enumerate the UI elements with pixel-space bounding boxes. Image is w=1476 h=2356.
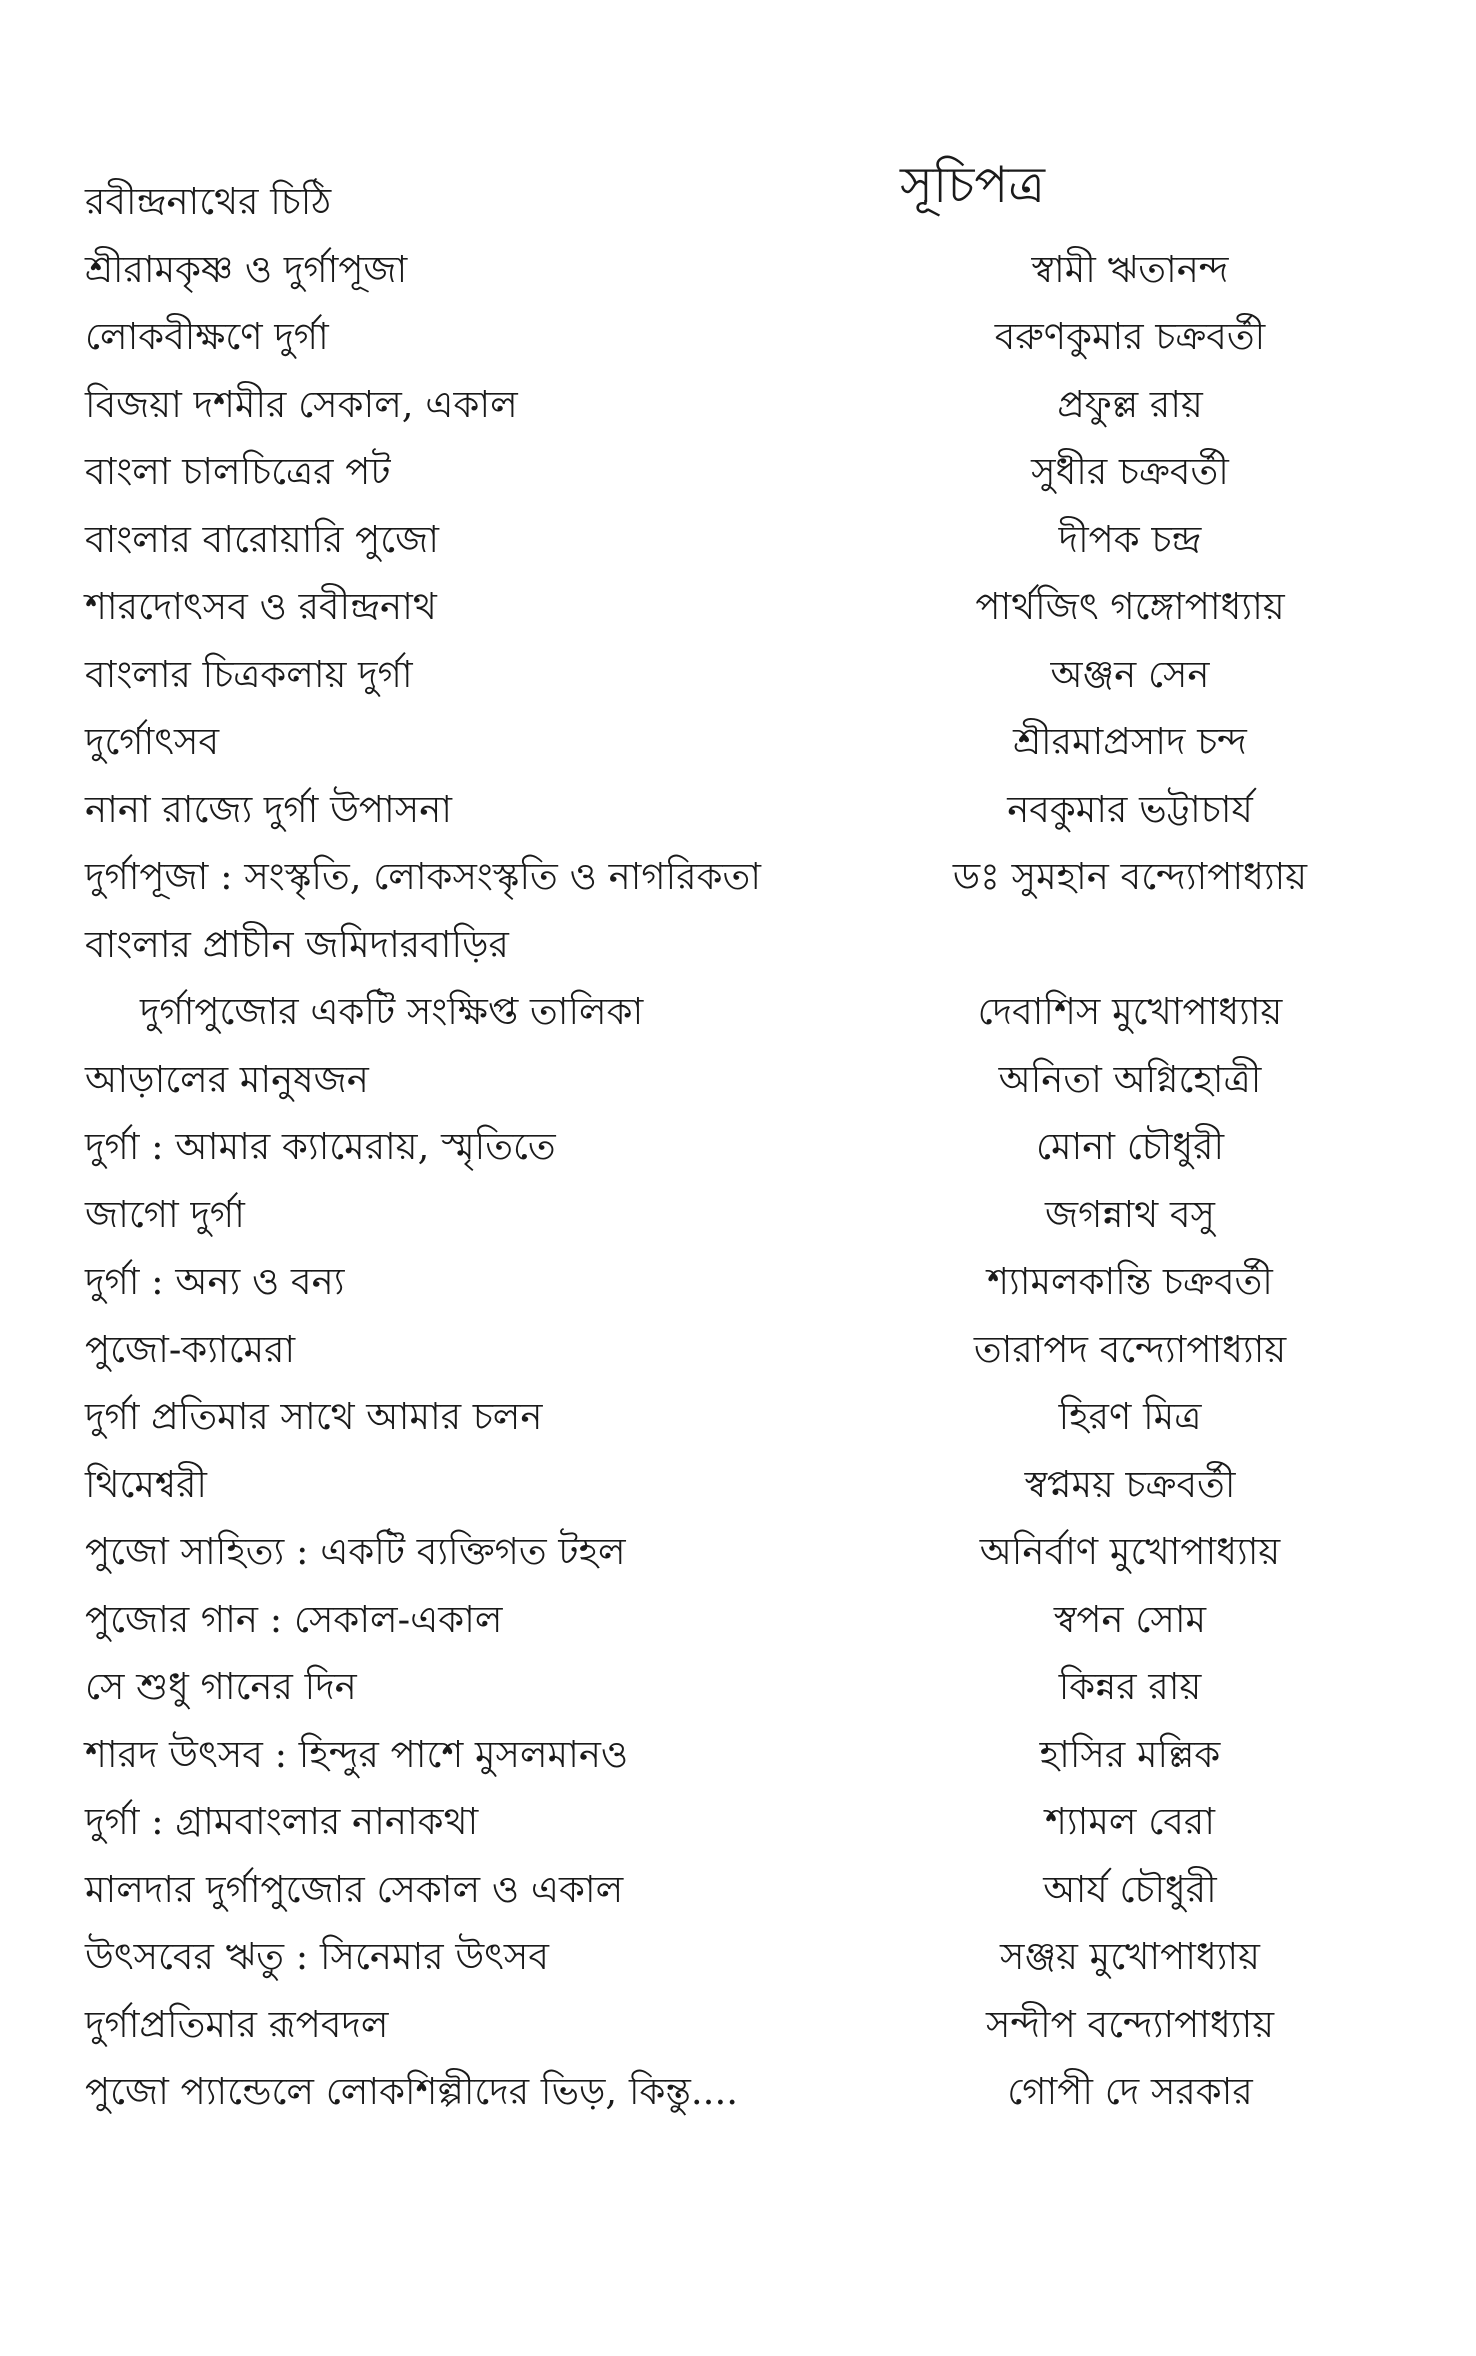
toc-entry-author: গোপী দে সরকার: [1007, 2070, 1253, 2113]
toc-entry-title: থিমেশ্বরী: [85, 1463, 208, 1506]
toc-entry: [0, 1117, 1476, 1177]
toc-entry-title: পুজোর গান : সেকাল-একাল: [85, 1598, 503, 1641]
toc-entry-author: শ্যামলকান্তি চক্রবর্তী: [987, 1260, 1273, 1303]
toc-entry: [0, 1590, 1476, 1650]
toc-entry-author: সুধীর চক্রবর্তী: [1031, 450, 1229, 493]
toc-entry-title: দুর্গাপূজা : সংস্কৃতি, লোকসংস্কৃতি ও নাগরিকতা: [85, 855, 761, 898]
toc-entry-author: অনিতা অগ্নিহোত্রী: [998, 1058, 1262, 1101]
toc-entry: [0, 510, 1476, 570]
toc-entry-title: বাংলার চিত্রকলায় দুর্গা: [85, 653, 413, 696]
toc-entry-author: মোনা চৌধুরী: [1035, 1125, 1225, 1168]
toc-entry: [0, 375, 1476, 435]
toc-entry-author: স্বপন সোম: [1053, 1598, 1207, 1641]
toc-entry: [0, 1185, 1476, 1245]
toc-entry: [0, 2062, 1476, 2122]
toc-entry: [0, 577, 1476, 637]
toc-entry-author: সঞ্জয় মুখোপাধ্যায়: [1000, 1935, 1260, 1978]
toc-entry-title: বাংলার বারোয়ারি পুজো: [85, 518, 439, 561]
toc-entry: [0, 1995, 1476, 2055]
toc-entry: [0, 1522, 1476, 1582]
toc-entry: [0, 1725, 1476, 1785]
toc-entry-title: দুর্গাপ্রতিমার রূপবদল: [85, 2003, 389, 2046]
page-title: সূচিপত্র: [900, 156, 1045, 214]
toc-entry-author: পার্থজিৎ গঙ্গোপাধ্যায়: [975, 585, 1285, 628]
toc-entry-title: মালদার দুর্গাপুজোর সেকাল ও একাল: [85, 1868, 624, 1911]
toc-entry-author: দেবাশিস মুখোপাধ্যায়: [977, 990, 1283, 1033]
toc-entry-title: পুজো সাহিত্য : একটি ব্যক্তিগত টহল: [85, 1530, 626, 1573]
toc-entry-title: বাংলা চালচিত্রের পট: [85, 450, 391, 493]
toc-entry-author: বরুণকুমার চক্রবর্তী: [994, 315, 1266, 358]
toc-entry: [0, 780, 1476, 840]
toc-entry-author: স্বামী ঋতানন্দ: [1031, 248, 1229, 291]
toc-entry-author: স্বপ্নময় চক্রবর্তী: [1024, 1463, 1236, 1506]
toc-entry-title: শারদ উৎসব : হিন্দুর পাশে মুসলমানও: [85, 1733, 629, 1776]
toc-entry: [0, 1792, 1476, 1852]
toc-entry: [0, 1050, 1476, 1110]
toc-entry-author: কিন্নর রায়: [1058, 1665, 1202, 1708]
toc-entry: [0, 1860, 1476, 1920]
toc-entry: [0, 1927, 1476, 1987]
toc-entry-title: বিজয়া দশমীর সেকাল, একাল: [85, 383, 518, 426]
toc-entry-author: দীপক চন্দ্র: [1058, 518, 1202, 561]
toc-entry: [0, 847, 1476, 907]
toc-entry-title: নানা রাজ্যে দুর্গা উপাসনা: [85, 788, 453, 831]
toc-entry-title: দুর্গাপুজোর একটি সংক্ষিপ্ত তালিকা: [140, 990, 644, 1033]
toc-entry-title: পুজো-ক্যামেরা: [85, 1328, 296, 1371]
toc-entry: [0, 982, 1476, 1042]
toc-entry-author: ডঃ সুমহান বন্দ্যোপাধ্যায়: [952, 855, 1308, 898]
toc-entry: [0, 915, 1476, 975]
toc-entry-author: হিরণ মিত্র: [1058, 1395, 1202, 1438]
toc-entry-author: প্রফুল্ল রায়: [1057, 383, 1203, 426]
toc-entry: [0, 712, 1476, 772]
toc-entry-title: সে শুধু গানের দিন: [85, 1665, 357, 1708]
toc-entry-title: লোকবীক্ষণে দুর্গা: [85, 315, 329, 358]
toc-entry-author: শ্রীরমাপ্রসাদ চন্দ: [1013, 720, 1247, 763]
toc-entry: [0, 1657, 1476, 1717]
toc-entry-title: রবীন্দ্রনাথের চিঠি: [85, 180, 332, 223]
toc-entry: [0, 1387, 1476, 1447]
toc-entry-title: দুর্গা : গ্রামবাংলার নানাকথা: [85, 1800, 479, 1843]
toc-entry: [0, 442, 1476, 502]
toc-entry-title: দুর্গা : অন্য ও বন্য: [85, 1260, 345, 1303]
toc-entry-title: দুর্গোৎসব: [85, 720, 220, 763]
toc-entry: [0, 240, 1476, 300]
toc-entry-author: অঞ্জন সেন: [1050, 653, 1210, 696]
toc-entry-author: হাসির মল্লিক: [1039, 1733, 1221, 1776]
toc-entry-title: দুর্গা : আমার ক্যামেরায়, স্মৃতিতে: [85, 1125, 556, 1168]
toc-entry: [0, 1455, 1476, 1515]
toc-entry-title: শ্রীরামকৃষ্ণ ও দুর্গাপূজা: [85, 248, 408, 291]
toc-entry-title: দুর্গা প্রতিমার সাথে আমার চলন: [85, 1395, 543, 1438]
toc-entry: [0, 172, 1476, 232]
toc-entry-title: পুজো প্যান্ডেলে লোকশিল্পীদের ভিড়, কিন্তু....: [85, 2070, 738, 2113]
toc-entry-title: জাগো দুর্গা: [85, 1193, 245, 1236]
toc-entry-title: শারদোৎসব ও রবীন্দ্রনাথ: [85, 585, 437, 628]
toc-entry: [0, 307, 1476, 367]
toc-entry-author: আর্য চৌধুরী: [1043, 1868, 1217, 1911]
toc-entry: [0, 645, 1476, 705]
toc-entry-title: আড়ালের মানুষজন: [85, 1058, 369, 1101]
toc-entry-title: বাংলার প্রাচীন জমিদারবাড়ির: [85, 923, 509, 966]
toc-entry: [0, 1320, 1476, 1380]
toc-entry-title: উৎসবের ঋতু : সিনেমার উৎসব: [85, 1935, 549, 1978]
toc-entry-author: অনির্বাণ মুখোপাধ্যায়: [979, 1530, 1281, 1573]
toc-entry-author: জগন্নাথ বসু: [1045, 1193, 1215, 1236]
toc-entry-author: শ্যামল বেরা: [1045, 1800, 1215, 1843]
toc-entry-author: সন্দীপ বন্দ্যোপাধ্যায়: [985, 2003, 1275, 2046]
toc-entry-author: নবকুমার ভট্টাচার্য: [1007, 788, 1253, 831]
toc-entry-author: তারাপদ বন্দ্যোপাধ্যায়: [973, 1328, 1287, 1371]
toc-entry: [0, 1252, 1476, 1312]
